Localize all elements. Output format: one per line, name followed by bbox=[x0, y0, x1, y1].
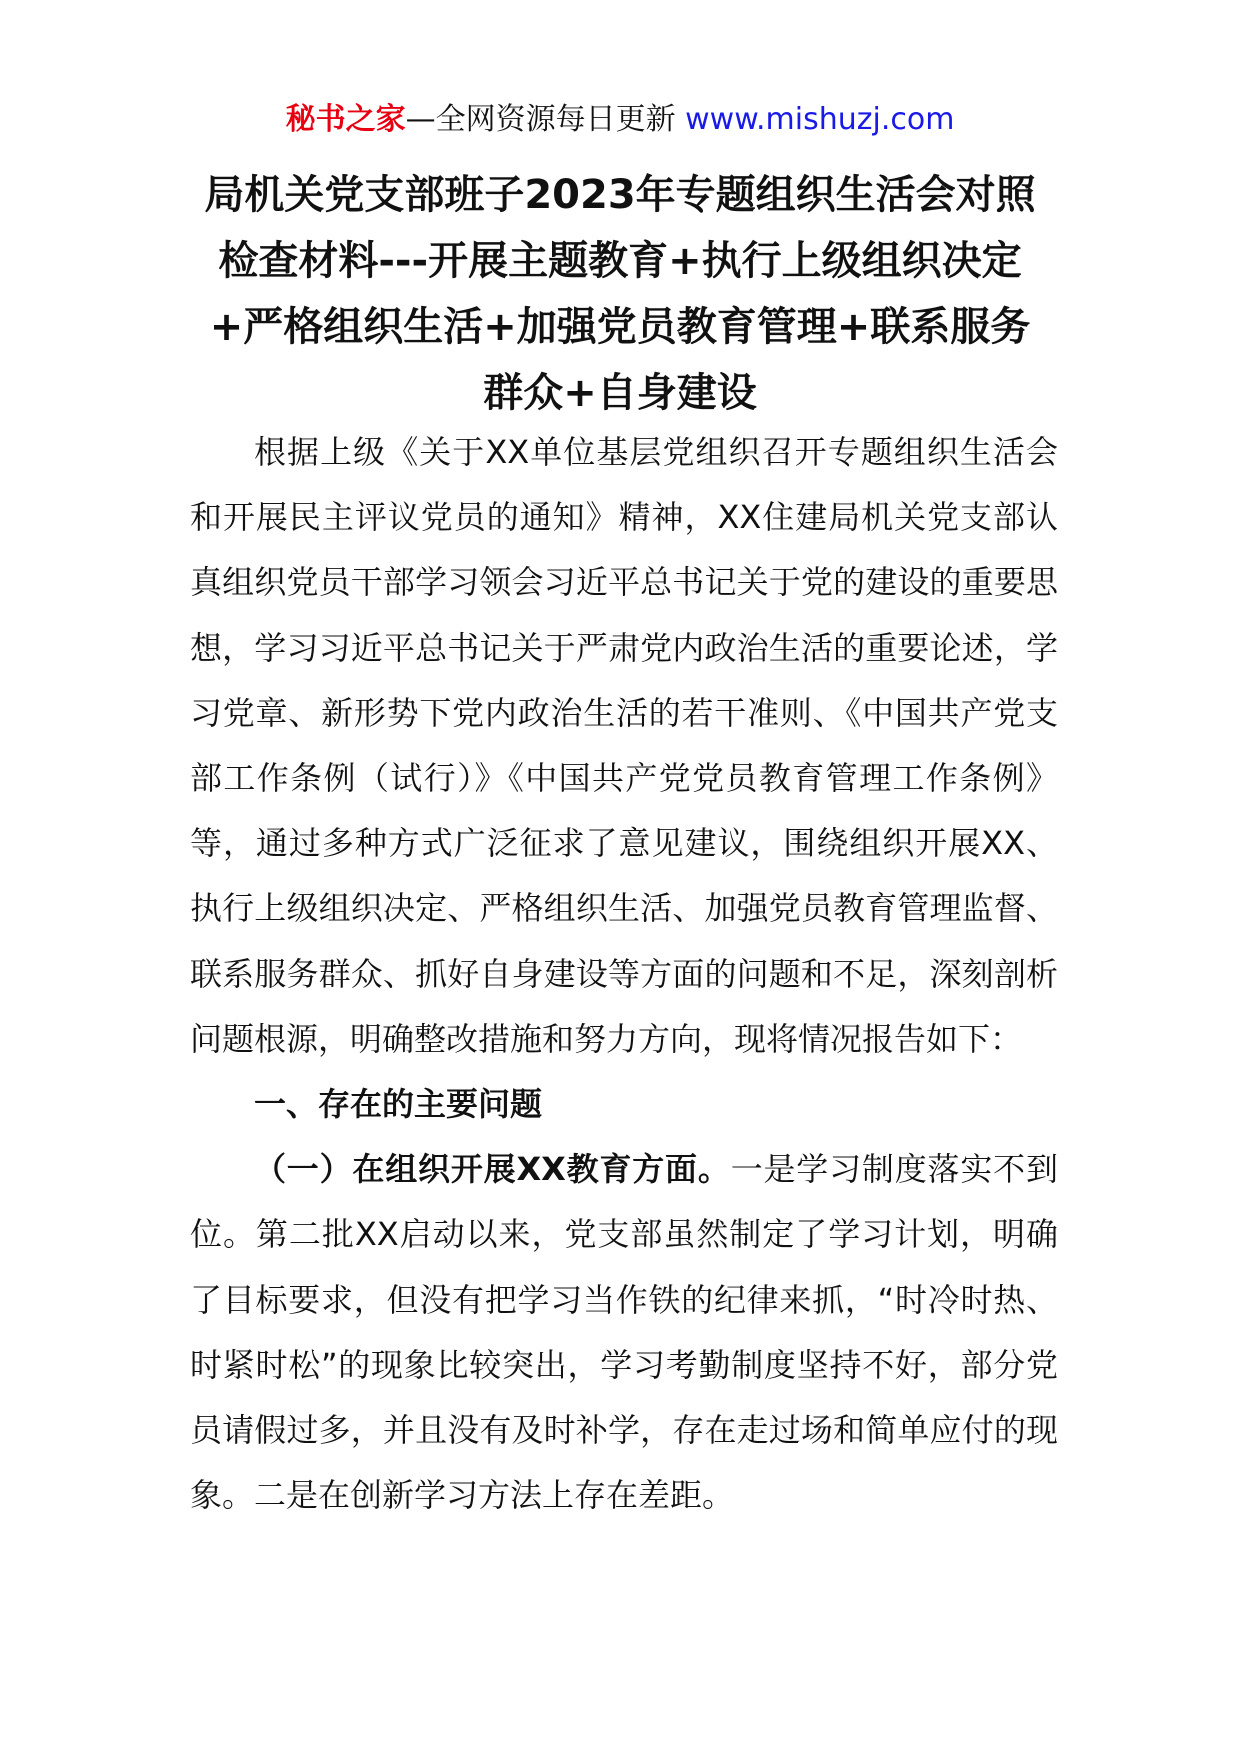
subsection-text: 一是学习制度落实不到位。第二批XX启动以来，党支部虽然制定了学习计划，明确了目标要求，但没有把学习当作铁的纪律来抓，“时冷时热、时紧时松”的现象比较突出，学习考勤制度坚持不好，部分党员请假过多，并且没有及时补学，存在走过场和简单应付的现象。二是在创新学习方法上存在差距。 bbox=[190, 1150, 1058, 1515]
document-title: 局机关党支部班子2023年专题组织生活会对照检查材料---开展主题教育+执行上级组织决定+严格组织生活+加强党员教育管理+联系服务群众+自身建设 bbox=[204, 172, 1036, 416]
section-heading: 一、存在的主要问题 bbox=[254, 1085, 543, 1124]
subsection-paragraph bbox=[190, 1137, 1058, 1528]
site-header bbox=[0, 98, 1240, 142]
document-body bbox=[190, 420, 1058, 1528]
intro-paragraph: 根据上级《关于XX单位基层党组织召开专题组织生活会和开展民主评议党员的通知》精神，XX住建局机关党支部认真组织党员干部学习领会习近平总书记关于党的建设的重要思想，学习习近平总书记关于严肃党内政治生活的重要论述，学习党章、新形势下党内政治生活的若干准则、《中国共产党支部工作条例（试行）》《中国共产党党员教育管理工作条例》等，通过多种方式广泛征求了意见建议，围绕组织开展XX、执行上级组织决定、严格组织生活、加强党员教育管理监督、联系服务群众、抓好自身建设等方面的问题和不足，深刻剖析问题根源，明确整改措施和努力方向，现将情况报告如下： bbox=[190, 433, 1058, 1058]
brand-name: 秘书之家 bbox=[285, 102, 406, 137]
subsection-heading: （一）在组织开展XX教育方面。 bbox=[254, 1150, 731, 1189]
site-url-link[interactable]: www.mishuzj.com bbox=[685, 102, 955, 137]
header-slogan: —全网资源每日更新 bbox=[405, 102, 676, 137]
